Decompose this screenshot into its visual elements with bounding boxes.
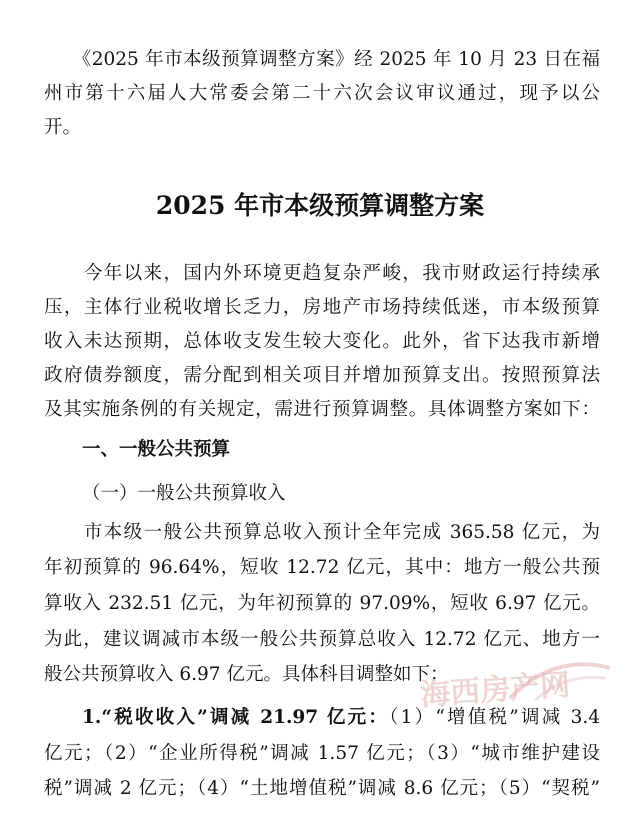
subsection-heading-revenue: （一）一般公共预算收入 (82, 483, 286, 504)
intro-line-3: 开。 (44, 117, 82, 138)
item1-bold-prefix: 1.“税收收入”调减 21.97 亿元： (82, 707, 390, 728)
section-heading-general-budget: 一、一般公共预算 (82, 439, 231, 460)
paragraph1-line-1: 今年以来，国内外环境更趋复杂严峻，我市财政运行持续承 (44, 263, 600, 284)
document-title: 2025 年市本级预算调整方案 (155, 191, 485, 220)
paragraph1-line-4: 政府债券额度，需分配到相关项目并增加预算支出。按照预算法 (44, 365, 600, 386)
intro-line-2: 州市第十六届人大常委会第二十六次会议审议通过，现予以公 (44, 83, 600, 104)
paragraph2-line-2: 年初预算的 96.64%，短收 12.72 亿元，其中：地方一般公共预 (44, 557, 600, 578)
paragraph1-line-3: 收入未达预期，总体收支发生较大变化。此外，省下达我市新增 (44, 331, 600, 352)
watermark-logo: 海西房产网 (419, 667, 572, 714)
paragraph2-line-1: 市本级一般公共预算总收入预计全年完成 365.58 亿元，为 (44, 522, 600, 543)
item1-first-line-rest: （1）“增值税”调减 3.4 (389, 707, 600, 728)
paragraph2-line-4: 为此，建议调减市本级一般公共预算总收入 12.72 亿元、地方一 (44, 629, 600, 650)
item1-line-1 (82, 706, 600, 730)
item1-line-2: 亿元；（2）“企业所得税”调减 1.57 亿元；（3）“城市维护建设 (44, 743, 600, 764)
item1-line-3: 税”调减 2 亿元；（4）“土地增值税”调减 8.6 亿元；（5）“契税” (44, 778, 600, 799)
paragraph1-line-2: 压，主体行业税收增长乏力，房地产市场持续低迷，市本级预算 (44, 297, 600, 318)
paragraph2-line-3: 算收入 232.51 亿元，为年初预算的 97.09%，短收 6.97 亿元。 (44, 593, 600, 614)
intro-line-1: 《2025 年市本级预算调整方案》经 2025 年 10 月 23 日在福 (44, 49, 600, 70)
paragraph2-line-5: 般公共预算收入 6.97 亿元。具体科目调整如下： (44, 664, 449, 685)
paragraph1-line-5: 及其实施条例的有关规定，需进行预算调整。具体调整方案如下： (44, 399, 600, 420)
